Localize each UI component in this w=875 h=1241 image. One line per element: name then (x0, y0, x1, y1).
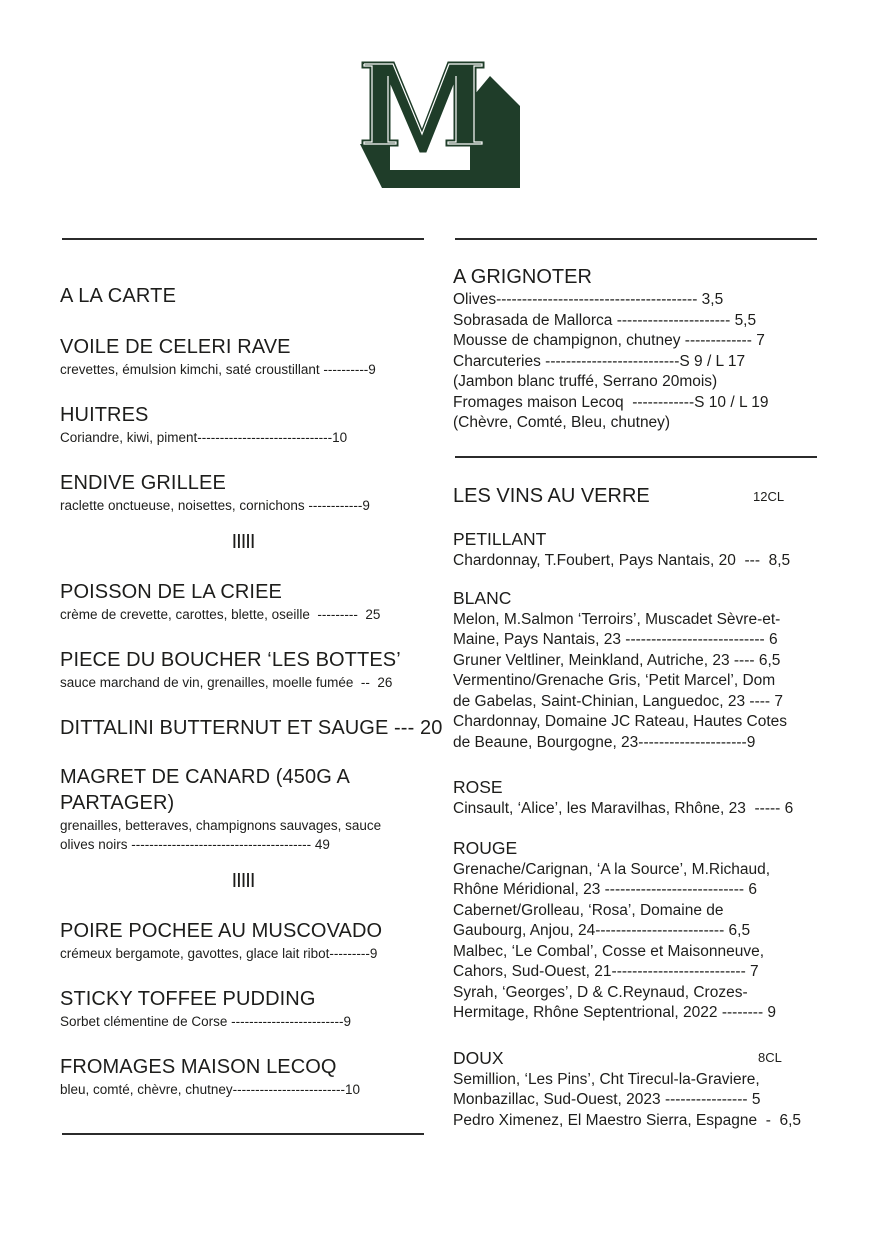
wine-line: Cabernet/Grolleau, ‘Rosa’, Domaine de (453, 901, 724, 919)
wine-line: Cinsault, ‘Alice’, les Maravilhas, Rhône, 23 ----- 6 (453, 800, 794, 817)
dish-name: VOILE DE CELERI RAVE (60, 336, 291, 358)
wine-line: Pedro Ximenez, El Maestro Sierra, Espagne - 6,5 (453, 1111, 802, 1129)
doux-header (453, 1046, 819, 1070)
menu-item (60, 1054, 426, 1099)
menu-item (60, 764, 426, 854)
divider-bottom-left (62, 1133, 424, 1135)
dish-description: sauce marchand de vin, grenailles, moelle fumée -- 26 (60, 675, 393, 690)
wine-line: Gaubourg, Anjou, 24------------------------- 6,5 (453, 922, 751, 939)
dish-description: crémeux bergamote, gavottes, glace lait ribot---------9 (60, 946, 378, 961)
vins-title: LES VINS AU VERRE (453, 485, 650, 507)
dish-description: bleu, comté, chèvre, chutney-------------------------10 (60, 1082, 360, 1097)
dish-name: DITTALINI BUTTERNUT ET SAUGE --- 20 (60, 717, 443, 739)
wine-line: Semillion, ‘Les Pins’, Cht Tirecul-la-Graviere, (453, 1070, 760, 1088)
wine-volume: 12CL (753, 489, 785, 504)
dish-description-continued: olives noirs ---------------------------------------- 49 (60, 837, 330, 852)
wine-line: Malbec, ‘Le Combal’, Cosse et Maisonneuve, (453, 942, 765, 960)
dish-name-continued: PARTAGER) (60, 792, 175, 814)
snack-line: Charcuteries --------------------------S 9 / L 17 (453, 352, 746, 370)
vins-au-verre-section (453, 483, 819, 1131)
dish-name: FROMAGES MAISON LECOQ (60, 1056, 337, 1078)
dish-description: crevettes, émulsion kimchi, saté croustillant ----------9 (60, 362, 376, 377)
menu-item (60, 715, 443, 741)
snack-line: (Jambon blanc truffé, Serrano 20mois) (453, 373, 718, 390)
snack-line: Fromages maison Lecoq ------------S 10 / L 19 (453, 393, 769, 411)
divider-mid-right (455, 456, 817, 458)
snack-line: Mousse de champignon, chutney ------------- 7 (453, 332, 765, 349)
wine-line: de Gabelas, Saint-Chinian, Languedoc, 23 ---- 7 (453, 692, 784, 710)
menu-item (60, 334, 426, 379)
menu-item (60, 579, 426, 624)
dish-name: PIECE DU BOUCHER ‘LES BOTTES’ (60, 649, 401, 671)
wine-category-title: PETILLANT (453, 529, 547, 549)
wine-line: Chardonnay, Domaine JC Rateau, Hautes Cotes (453, 713, 787, 730)
a-la-carte-column (60, 283, 443, 1099)
dish-description: Sorbet clémentine de Corse -------------------------9 (60, 1014, 351, 1029)
dish-name: POIRE POCHEE AU MUSCOVADO (60, 920, 383, 942)
wine-line: Gruner Veltliner, Meinkland, Autriche, 23 ---- 6,5 (453, 651, 781, 669)
a-grignoter-section (453, 264, 819, 434)
section-separator: IIIII (231, 531, 255, 553)
wine-line: Chardonnay, T.Foubert, Pays Nantais, 20 --- 8,5 (453, 552, 791, 569)
dish-description: raclette onctueuse, noisettes, cornichons ------------9 (60, 498, 370, 513)
menu-item (60, 470, 426, 515)
wine-line: Maine, Pays Nantais, 23 --------------------------- 6 (453, 631, 778, 648)
wine-line: Hermitage, Rhône Septentrional, 2022 -------- 9 (453, 1004, 777, 1021)
snack-line: (Chèvre, Comté, Bleu, chutney) (453, 414, 671, 431)
snack-line: Olives--------------------------------------- 3,5 (453, 291, 724, 308)
menu-item (60, 918, 426, 963)
dish-name: POISSON DE LA CRIEE (60, 581, 282, 603)
restaurant-logo (360, 60, 522, 188)
dish-name: MAGRET DE CANARD (450G A (60, 766, 350, 788)
section-separator: IIIII (231, 870, 255, 892)
menu-item (60, 986, 426, 1031)
a-grignoter-title: A GRIGNOTER (453, 266, 592, 288)
wine-line: Cahors, Sud-Ouest, 21-------------------------- 7 (453, 963, 759, 980)
wine-category-title: BLANC (453, 587, 512, 608)
wine-line: de Beaune, Bourgogne, 23---------------------9 (453, 733, 756, 751)
a-la-carte-title: A LA CARTE (60, 285, 177, 307)
dish-description: crème de crevette, carottes, blette, oseille --------- 25 (60, 607, 381, 622)
dish-name: STICKY TOFFEE PUDDING (60, 988, 316, 1010)
wine-line: Grenache/Carignan, ‘A la Source’, M.Richaud, (453, 860, 771, 878)
wine-line: Melon, M.Salmon ‘Terroirs’, Muscadet Sèvre-et- (453, 610, 781, 628)
wine-line: Monbazillac, Sud-Ouest, 2023 ---------------- 5 (453, 1091, 761, 1108)
dish-name: HUITRES (60, 404, 149, 426)
snack-line: Sobrasada de Mallorca ---------------------- 5,5 (453, 311, 757, 329)
wine-line: Rhône Méridional, 23 --------------------------- 6 (453, 881, 757, 898)
dish-description: Coriandre, kiwi, piment------------------------------10 (60, 430, 348, 445)
wine-category-title: ROUGE (453, 837, 518, 858)
dish-description: grenailles, betteraves, champignons sauvages, sauce (60, 818, 382, 833)
wine-volume: 8CL (758, 1049, 782, 1065)
wine-line: Vermentino/Grenache Gris, ‘Petit Marcel’, Dom (453, 672, 776, 689)
wine-category-title: DOUX (453, 1047, 504, 1068)
divider-top-right (455, 238, 817, 240)
dish-name: ENDIVE GRILLEE (60, 472, 226, 494)
wine-category-title: ROSE (453, 777, 503, 797)
divider-top-left (62, 238, 424, 240)
menu-item (60, 647, 426, 692)
menu-item (60, 402, 426, 447)
wine-line: Syrah, ‘Georges’, D & C.Reynaud, Crozes- (453, 983, 748, 1001)
